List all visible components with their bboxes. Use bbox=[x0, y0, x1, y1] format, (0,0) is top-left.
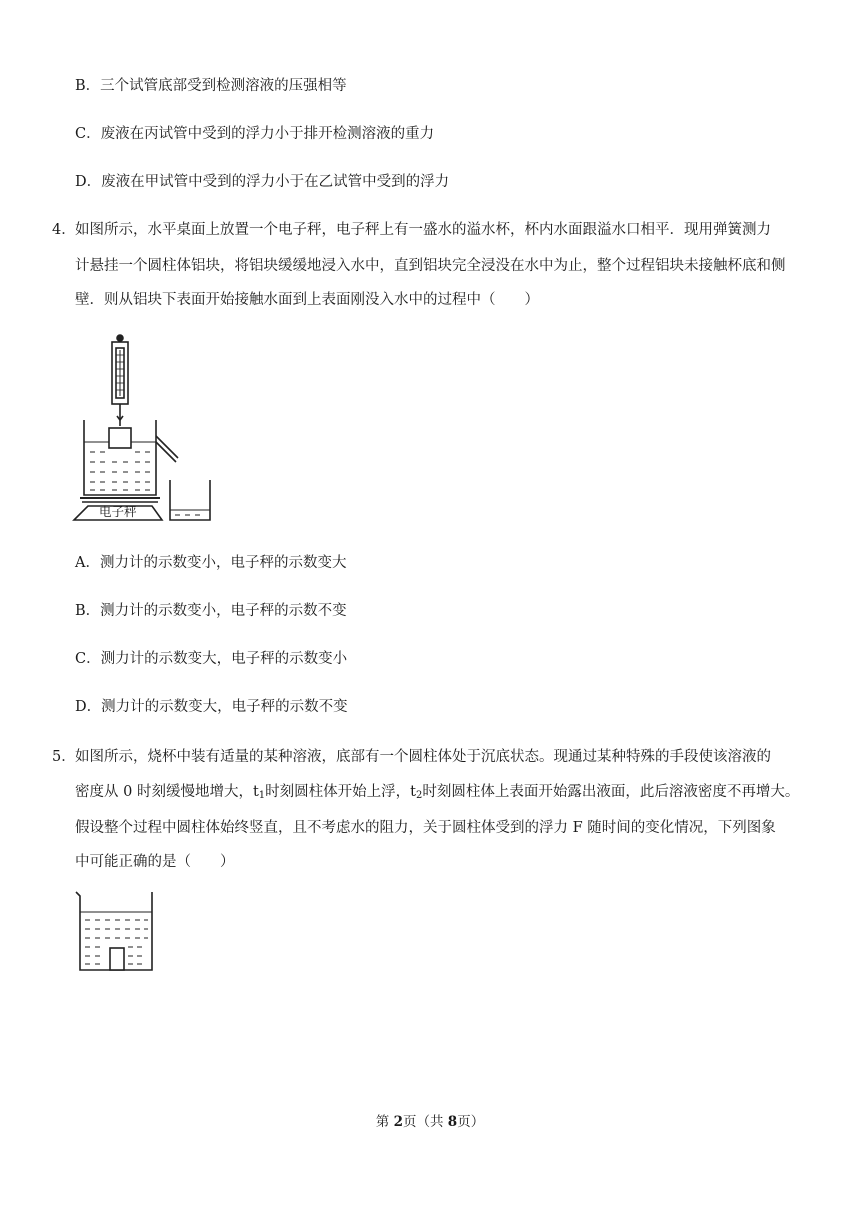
q5-line2-part-c: 时刻圆柱体上表面开始露出液面，此后溶液密度不再增大。 bbox=[422, 784, 800, 800]
option-text: 废液在甲试管中受到的浮力小于在乙试管中受到的浮力 bbox=[101, 174, 450, 190]
option-text: 三个试管底部受到检测溶液的压强相等 bbox=[100, 78, 347, 94]
option-text: 测力计的示数变小，电子秤的示数不变 bbox=[100, 603, 347, 619]
footer-prefix: 第 bbox=[375, 1114, 394, 1130]
option-letter: D． bbox=[75, 174, 102, 190]
footer-total-pages: 8 bbox=[447, 1114, 458, 1130]
q5-text-line-1: 如图所示，烧杯中装有适量的某种溶液，底部有一个圆柱体处于沉底状态。现通过某种特殊的手段使该溶液的 bbox=[75, 749, 771, 765]
q4-text-line-2: 计悬挂一个圆柱体铝块，将铝块缓缓地浸入水中，直到铝块完全浸没在水中为止，整个过程铝块未接触杯底和侧 bbox=[75, 258, 786, 274]
q5-text-line-2 bbox=[75, 782, 799, 806]
option-letter: C． bbox=[75, 651, 101, 667]
page-footer bbox=[0, 1112, 860, 1132]
q4-option-c bbox=[75, 649, 347, 669]
option-text: 废液在丙试管中受到的浮力小于排开检测溶液的重力 bbox=[100, 126, 435, 142]
q3-option-c bbox=[75, 124, 434, 144]
q4-number: 4． bbox=[52, 222, 76, 238]
option-text: 测力计的示数变小，电子秤的示数变大 bbox=[99, 555, 347, 571]
option-letter: D． bbox=[75, 699, 102, 715]
option-text: 测力计的示数变大，电子秤的示数不变 bbox=[101, 699, 348, 715]
q4-option-b bbox=[75, 601, 347, 621]
option-letter: B． bbox=[75, 603, 101, 619]
q5-text-line-4: 中可能正确的是（ ） bbox=[75, 854, 235, 870]
q5-line2-part-b: 时刻圆柱体开始上浮，t bbox=[265, 784, 416, 800]
q5-sub-2: 2 bbox=[415, 790, 423, 801]
q4-text-line-1: 如图所示，水平桌面上放置一个电子秤，电子秤上有一盛水的溢水杯，杯内水面跟溢水口相平．现用弹簧测力 bbox=[75, 222, 771, 238]
option-letter: A． bbox=[75, 555, 100, 571]
q4-text-line-3: 壁．则从铝块下表面开始接触水面到上表面刚没入水中的过程中（ ） bbox=[75, 292, 539, 308]
q4-figure bbox=[70, 330, 240, 530]
q3-option-d bbox=[75, 172, 449, 192]
q5-text-line-3: 假设整个过程中圆柱体始终竖直，且不考虑水的阻力，关于圆柱体受到的浮力 F 随时间的变化情况，下列图象 bbox=[75, 820, 776, 836]
option-text: 测力计的示数变大，电子秤的示数变小 bbox=[100, 651, 348, 667]
footer-suffix: 页） bbox=[457, 1114, 485, 1130]
q3-option-b bbox=[75, 76, 347, 96]
q4-figure-label: 电子秤 bbox=[99, 504, 137, 519]
footer-page-number: 2 bbox=[393, 1114, 403, 1130]
q5-sub-1: 1 bbox=[258, 790, 266, 801]
q5-figure bbox=[72, 886, 162, 976]
option-letter: C． bbox=[75, 126, 101, 142]
q4-option-d bbox=[75, 697, 348, 717]
q5-line2-part-a: 密度从 0 时刻缓慢地增大，t bbox=[75, 784, 259, 800]
option-letter: B． bbox=[75, 78, 101, 94]
q5-number: 5． bbox=[52, 749, 76, 765]
q4-option-a bbox=[75, 553, 346, 573]
footer-middle: 页（共 bbox=[403, 1114, 448, 1130]
